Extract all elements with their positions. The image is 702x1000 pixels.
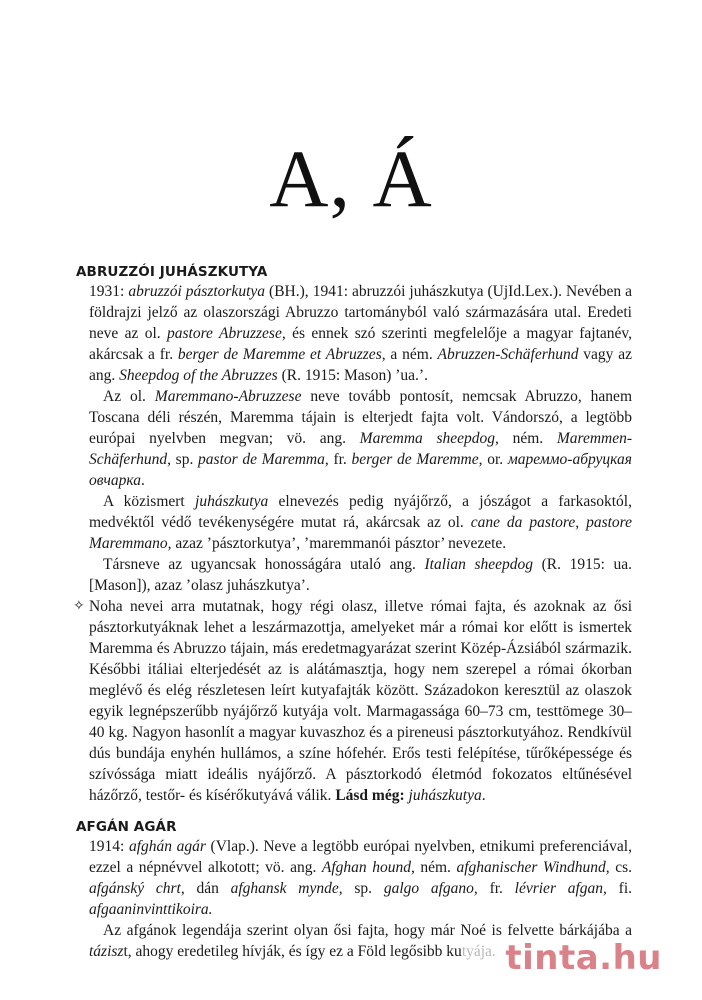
italic-term: cane da pastore, pastore Maremmano,	[89, 514, 632, 552]
text: ném.	[498, 430, 557, 447]
italic-term: galgo afgano,	[383, 880, 478, 897]
entry-paragraph	[76, 386, 632, 491]
chapter-title: A, Á	[269, 133, 433, 224]
italic-term: tázisz	[89, 943, 124, 960]
entry-headword: AFGÁN AGÁR	[76, 819, 177, 835]
text: (BH.), 1941: abruzzói juhászkutya (UjId.Lex.). Nevében a földrajzi jelző az olaszországi Abruzzo tartományból való származására utal. Eredeti neve az ol.	[89, 283, 632, 342]
text: A közismert	[103, 493, 196, 510]
text: fr.	[477, 880, 515, 897]
watermark-logo: tinta.hu	[505, 938, 662, 978]
text: 1931:	[89, 283, 129, 300]
entry-paragraph	[76, 836, 632, 920]
text: a ném.	[385, 346, 438, 363]
text: (R. 1915: Mason) ’ua.’.	[277, 367, 428, 384]
text: ném.	[414, 859, 457, 876]
italic-term: juhászkutya	[195, 493, 269, 510]
italic-term: pastor de Maremma,	[198, 451, 329, 468]
italic-term: afghanischer Windhund,	[456, 859, 610, 876]
text: (Vlap.). Neve a legtöbb európai nyelvben, etnikumi preferenciával, ezzel a népnévvel alkotott; vö. ang.	[89, 838, 632, 876]
italic-term: abruzzói pásztorkutya	[128, 283, 266, 300]
entry-paragraph	[76, 491, 632, 554]
entry-paragraph	[76, 554, 632, 596]
italic-term: afghán agár	[128, 838, 206, 855]
text: Noha nevei arra mutatnak, hogy régi olasz, illetve római fajta, és azoknak az ősi pásztorkutyáknak lehet a leszármazottja, amelyeket már a római kor előtt is ismertek Maremma és Abruzzo tájain, más eredetmagyarázat szerint Közép-Ázsiából származik. Későbbi itáliai elterjedését az is alátámasztja, hogy nem szerepel a római ókorban meglévő és elég részletesen leírt kutyafajták között. Századokon keresztül az olaszok egyik legnépszerűbb nyájőrző kutyája volt. Marmagassága 60–73 cm, testtömege 30–40 kg. Nagyon hasonlít a magyar kuvaszhoz és a pireneusi pásztorkutyához. Rendkívül dús bundája enyhén hullámos, a színe hófehér. Erős testi felépítése, tűrőképessége és szívóssága miatt ideális nyájőrző. A pásztorkodó életmód fokozatos eltűnésével házőrző, testőr- és kísérőkutyává válik.	[89, 598, 632, 804]
text: t, ahogy eredetileg hívják, és így ez a Föld legősibb ku	[123, 943, 462, 960]
text: sp.	[170, 451, 199, 468]
text: 1914:	[89, 838, 129, 855]
italic-term: Abruzzen-Schäferhund	[437, 346, 579, 363]
encyclopedic-paragraph	[73, 596, 632, 806]
italic-term: Italian sheepdog	[424, 556, 533, 573]
text: és ennek szó szerinti megfelelője a magyar fajtanév, akárcsak a fr.	[89, 325, 633, 363]
italic-term: berger de Maremme,	[351, 451, 483, 468]
italic-term: Maremma sheepdog,	[359, 430, 499, 447]
text: Az ol.	[103, 388, 155, 405]
text: Az afgánok legendája szerint olyan ősi fajta, hogy már Noé is felvette bárkájába a	[103, 922, 632, 939]
text: azaz ’pásztorkutya’, ’maremmanói pásztor’ nevezete.	[171, 535, 507, 552]
italic-term: Maremmano-Abruzzese	[154, 388, 302, 405]
text: .	[141, 472, 145, 489]
see-also-label: Lásd még:	[335, 787, 405, 804]
entry-abruzzoi	[73, 263, 633, 806]
see-also-link[interactable]: juhászkutya	[408, 787, 482, 804]
italic-term: Sheepdog of the Abruzzes	[119, 367, 278, 384]
italic-term: afgaaninvinttikoira.	[89, 901, 213, 918]
italic-term: afghansk mynde,	[230, 880, 343, 897]
italic-term: Afghan hound,	[321, 859, 415, 876]
text: or.	[482, 451, 508, 468]
diamond-marker-icon: ✧	[73, 598, 85, 614]
italic-term: afgánský chrt,	[89, 880, 185, 897]
dictionary-content	[73, 263, 633, 962]
text: .	[481, 787, 486, 804]
text: Társneve az ugyancsak honosságára utaló ang.	[103, 556, 425, 573]
text: fi.	[606, 880, 632, 897]
text: cs.	[609, 859, 632, 876]
faded-text: tyája.	[461, 943, 496, 960]
entry-paragraph	[76, 281, 632, 386]
text: elnevezés pedig nyájőrző, a jószágot a farkasoktól, medvéktől védő tevékenységére mutat rá, akárcsak az ol.	[89, 493, 632, 531]
text: (R. 1915: ua. [Mason]), azaz ’olasz juhászkutya’.	[89, 556, 632, 594]
italic-term: lévrier afgan,	[514, 880, 607, 897]
italic-term: berger de Maremme et Abruzzes,	[177, 346, 386, 363]
italic-term: pastore Abruzzese,	[167, 325, 286, 342]
entry-headword: ABRUZZÓI JUHÁSZKUTYA	[76, 264, 268, 280]
text: dán	[184, 880, 231, 897]
text: neve tovább pontosít, nemcsak Abruzzo, hanem Toscana déli részén, Maremma tájain is elterjedt fajta volt. Vándorszó, a legtöbb európai nyelvben megvan; vö. ang.	[89, 388, 632, 447]
italic-term: мареммо-абруцкая овчарка	[89, 451, 632, 489]
italic-term: Maremmen-Schäferhund,	[89, 430, 633, 468]
text: vagy az ang.	[89, 346, 633, 384]
text: sp.	[342, 880, 384, 897]
text: fr.	[328, 451, 352, 468]
